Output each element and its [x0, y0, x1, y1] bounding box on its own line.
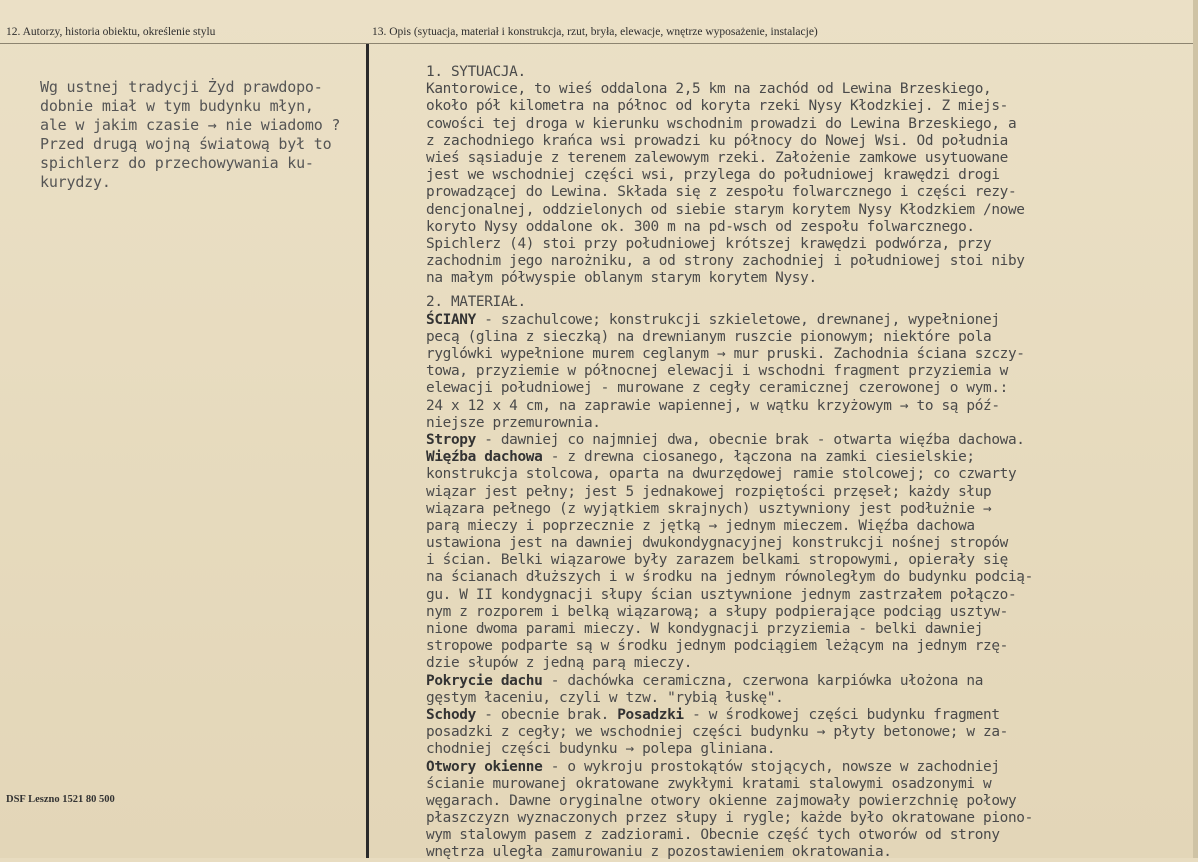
term-label: Stropy — [426, 431, 476, 448]
description-body — [426, 64, 1166, 862]
text-line — [426, 380, 1166, 397]
text-line — [426, 484, 1166, 501]
line-text: chodniej części budynku → polepa gliniana. — [426, 741, 776, 758]
page-edge — [1193, 0, 1198, 858]
line-text: parą mieczy i poprzecznie z jętką → jednym mieczem. Więźba dachowa — [426, 517, 975, 534]
text-line — [426, 312, 1166, 329]
header-field-12: 12. Autorzy, historia obiektu, określenie stylu — [6, 26, 216, 38]
line-text: ryglówki wypełnione murem ceglanym → mur pruski. Zachodnia ściana szczy- — [426, 346, 1025, 362]
text-line — [426, 759, 1166, 776]
text-line — [426, 741, 1166, 758]
text-line — [426, 844, 1166, 861]
term-label: Więźba dachowa — [426, 449, 543, 466]
text-line: prowadzącej do Lewina. Składa się z zespołu folwarcznego i części rezy- — [426, 184, 1017, 201]
section-title-situation: 1. SYTUACJA. — [426, 64, 526, 80]
line-text: pecą (glina z sieczką) na drewnianym ruszcie pionowym; niektóre pola — [426, 328, 992, 345]
text-line — [426, 827, 1166, 844]
term-label: Posadzki — [617, 706, 684, 723]
text-line — [426, 501, 1166, 518]
line-text: węgarach. Dawne oryginalne otwory okienne zajmowały powierzchnię połowy — [426, 792, 1017, 809]
line-text: płaszczyzn wyznaczonych przez słupy i rygle; każde było okratowane piono- — [426, 810, 1033, 827]
text-line — [426, 776, 1166, 793]
text-line: z zachodniego krańca wsi prowadzi ku północy do Nowej Wsi. Od południa — [426, 132, 1008, 149]
text-line — [426, 587, 1166, 604]
text-line — [426, 690, 1166, 707]
line-text: gu. W II kondygnacji słupy ścian usztywnione jednym zastrzałem połączo- — [426, 586, 1017, 603]
header-field-13: 13. Opis (sytuacja, materiał i konstrukcja, rzut, bryła, elewacje, wnętrze wyposażenie, instalacje) — [372, 26, 818, 38]
history-text: Wg ustnej tradycji Żyd prawdopo- dobnie miał w tym budynku młyn, ale w jakim czasie → nie wiadomo ? Przed drugą wojną światową był to spichlerz do przechowywania ku- kurydzy. — [40, 78, 341, 191]
text-line: cowości tej droga w kierunku wschodnim prowadzi do Lewina Brzeskiego, a — [426, 115, 1017, 132]
line-text: elewacji południowej - murowane z cegły ceramicznej czerowonej o wym.: — [426, 380, 1008, 397]
text-line — [426, 466, 1166, 483]
line-text: 24 x 12 x 4 cm, na zaprawie wapiennej, w wątku krzyżowym → to są póź- — [426, 397, 1000, 414]
term-label: ŚCIANY — [426, 311, 476, 328]
text-line — [426, 363, 1166, 380]
text-line: jest we wschodniej części wsi, przylega do południowej krawędzi drogi — [426, 167, 1000, 184]
text-line — [426, 415, 1166, 432]
text-line: Spichlerz (4) stoi przy południowej krótszej krawędzi podwórza, przy — [426, 235, 992, 252]
term-label: Pokrycie dachu — [426, 672, 543, 689]
line-text: ustawiona jest na dawniej dwukondygnacyjnej konstrukcji nośnej stropów — [426, 535, 1008, 552]
form-footer: DSF Leszno 1521 80 500 — [6, 794, 115, 805]
text-line — [426, 793, 1166, 810]
text-line — [426, 569, 1166, 586]
text-line — [426, 724, 1166, 741]
material-paragraph — [426, 312, 1166, 862]
text-line — [426, 621, 1166, 638]
text-line — [426, 535, 1166, 552]
text-line: Kantorowice, to wieś oddalona 2,5 km na zachód od Lewina Brzeskiego, — [426, 81, 992, 98]
line-text: wnętrza uległa zamurowaniu z pozostawieniem okratowania. — [426, 844, 892, 861]
term-label: Schody — [426, 706, 476, 723]
line-text: gęstym łaceniu, czyli w tzw. "rybią łuskę". — [426, 689, 784, 706]
line-text: niejsze przemurownia. — [426, 414, 601, 431]
line-text: wym stalowym pasem z zadziorami. Obecnie część tych otworów od strony — [426, 827, 1000, 844]
term-label: Otwory okienne — [426, 758, 543, 775]
line-text: - szachulcowe; konstrukcji szkieletowe, drewnanej, wypełnionej — [475, 311, 1000, 328]
text-line: dencjonalnej, oddzielonych od siebie starym korytem Nysy Kłodzkiem /nowe — [426, 201, 1025, 218]
line-text: - z drewna ciosanego, łączona na zamki ciesielskie; — [542, 449, 975, 466]
text-line — [426, 604, 1166, 621]
line-text: posadzki z cegły; we wschodniej części budynku → płyty betonowe; w za- — [426, 724, 1008, 741]
line-text: - dachówka ceramiczna, czerwona karpiówka ułożona na — [542, 672, 984, 689]
line-text: towa, przyziemie w północnej elewacji i wschodni fragment przyziemia w — [426, 363, 1008, 380]
section-title-material: 2. MATERIAŁ. — [426, 294, 526, 311]
line-text: konstrukcja stolcowa, oparta na dwurzędowej ramie stolcowej; co czwarty — [426, 466, 1017, 483]
header-rule — [0, 43, 1198, 44]
text-line — [426, 329, 1166, 346]
line-text: dzie słupów z jedną parą mieczy. — [426, 655, 693, 672]
line-text: i ścian. Belki wiązarowe były zarazem belkami stropowymi, opierały się — [426, 552, 1008, 569]
text-line: na małym półwyspie oblanym starym korytem Nysy. — [426, 270, 817, 287]
text-line — [426, 707, 1166, 724]
line-text: nione dwoma parami mieczy. W kondygnacji przyziemia - belki dawniej — [426, 621, 984, 637]
line-text: wiązara pełnego (z wyjątkiem skrajnych) usztywniony jest podłużnie → — [426, 500, 992, 517]
text-line — [426, 398, 1166, 415]
line-text: stropowe podparte są w środku jednym podciągiem leżącym na jednym rzę- — [426, 638, 1008, 655]
text-line: około pół kilometra na północ od koryta rzeki Nysy Kłodzkiej. Z miejs- — [426, 98, 1008, 115]
text-line — [426, 655, 1166, 672]
text-line — [426, 518, 1166, 535]
column-divider — [366, 44, 369, 858]
text-line — [426, 552, 1166, 569]
line-text: ścianie murowanej okratowane zwykłymi kratami stalowymi osadzonymi w — [426, 775, 992, 792]
situation-paragraph — [426, 81, 1166, 287]
text-line — [426, 432, 1166, 449]
line-text: - w środkowej części budynku fragment — [683, 706, 1000, 723]
text-line — [426, 810, 1166, 827]
text-line — [426, 449, 1166, 466]
text-line: zachodnim jego narożniku, a od strony zachodniej i południowej stoi niby — [426, 253, 1025, 270]
line-text: - dawniej co najmniej dwa, obecnie brak - otwarta więźba dachowa. — [475, 431, 1025, 448]
line-text: - obecnie brak. — [475, 706, 618, 723]
text-line: wieś sąsiaduje z terenem zalewowym rzeki. Założenie zamkowe usytuowane — [426, 149, 1008, 166]
line-text: wiązar jest pełny; jest 5 jednakowej rozpiętości przęseł; każdy słup — [426, 483, 992, 500]
text-line: koryto Nysy oddalone ok. 300 m na pd-wsch od zespołu folwarcznego. — [426, 218, 975, 235]
text-line — [426, 638, 1166, 655]
text-line — [426, 673, 1166, 690]
text-line — [426, 346, 1166, 363]
line-text: - o wykroju prostokątów stojących, nowsze w zachodniej — [542, 758, 1000, 775]
line-text: na ścianach dłuższych i w środku na jednym równoległym do budynku podcią- — [426, 569, 1033, 586]
line-text: nym z rozporem i belką wiązarową; a słupy podpierające podciąg usztyw- — [426, 603, 1008, 620]
